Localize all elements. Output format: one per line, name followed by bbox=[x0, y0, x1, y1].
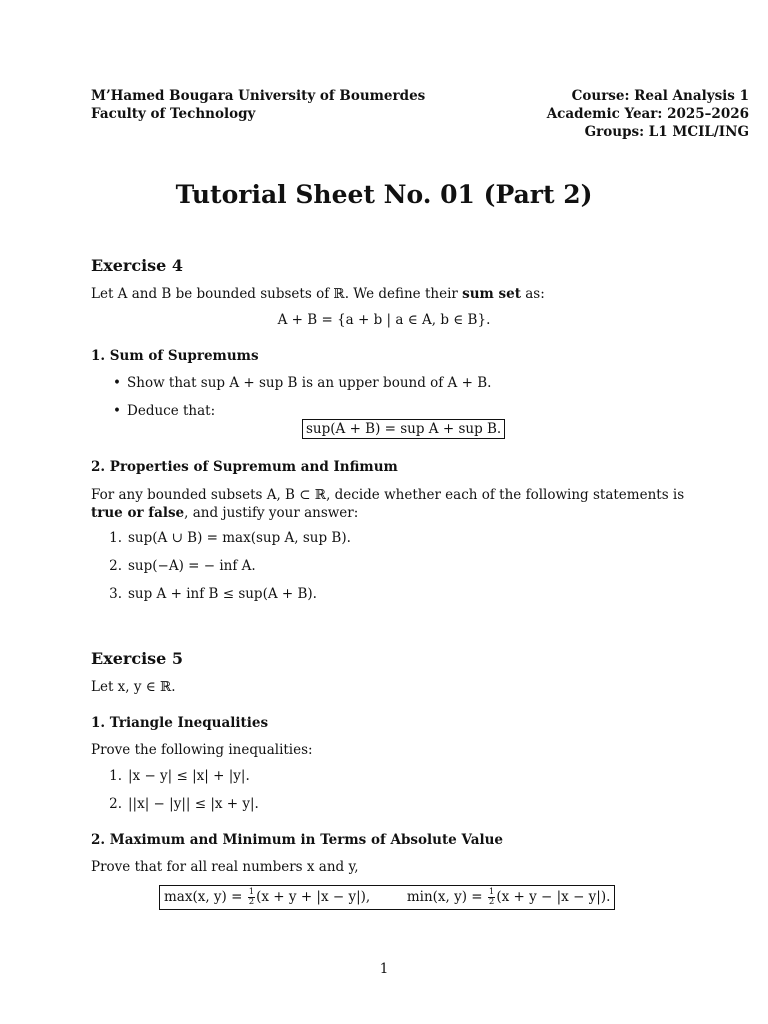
page-title: Tutorial Sheet No. 01 (Part 2) bbox=[175, 180, 593, 209]
sum-of-supremums-heading: 1. Sum of Supremums bbox=[91, 348, 259, 364]
one-half-fraction: $\frac{1}{2}$ bbox=[488, 887, 495, 907]
sum-set-definition: A + B = {a + b | a ∈ A, b ∈ B}. bbox=[277, 312, 491, 328]
exercise-4-intro: Let A and B be bounded subsets of ℝ. We define their sum set as: bbox=[91, 286, 545, 302]
faculty-name: Faculty of Technology bbox=[91, 106, 256, 122]
max-min-heading: 2. Maximum and Minimum in Terms of Absolute Value bbox=[91, 832, 503, 848]
groups: Groups: L1 MCIL/ING bbox=[584, 124, 749, 140]
exercise-5-heading: Exercise 5 bbox=[91, 649, 184, 668]
properties-intro-line1: For any bounded subsets A, B ⊂ ℝ, decide whether each of the following statements is bbox=[91, 487, 685, 503]
triangle-inequalities-intro: Prove the following inequalities: bbox=[91, 742, 313, 758]
boxed-sup-result: sup(A + B) = sup A + sup B. bbox=[302, 419, 505, 439]
one-half-fraction: $\frac{1}{2}$ bbox=[248, 887, 255, 907]
properties-intro-line2: true or false, and justify your answer: bbox=[91, 505, 359, 521]
exercise-5-intro: Let x, y ∈ ℝ. bbox=[91, 679, 176, 695]
statement-item: 3. sup A + inf B ≤ sup(A + B). bbox=[109, 586, 317, 602]
university-name: M’Hamed Bougara University of Boumerdes bbox=[91, 88, 426, 104]
bullet-deduce: • Deduce that: bbox=[113, 403, 216, 419]
boxed-max-min-formulas: max(x, y) = $\frac{1}{2}$ (x + y + |x − y|), min(x, y) = $\frac{1}{2}$ (x + y − |x − y|). bbox=[159, 885, 615, 910]
properties-heading: 2. Properties of Supremum and Infimum bbox=[91, 459, 398, 475]
course-name: Course: Real Analysis 1 bbox=[571, 88, 749, 104]
max-min-intro: Prove that for all real numbers x and y, bbox=[91, 859, 359, 875]
academic-year: Academic Year: 2025–2026 bbox=[546, 106, 749, 122]
inequality-item: 2. ||x| − |y|| ≤ |x + y|. bbox=[109, 796, 259, 812]
exercise-4-heading: Exercise 4 bbox=[91, 256, 184, 275]
triangle-inequalities-heading: 1. Triangle Inequalities bbox=[91, 715, 269, 731]
bullet-upper-bound: • Show that sup A + sup B is an upper bound of A + B. bbox=[113, 375, 492, 391]
inequality-item: 1. |x − y| ≤ |x| + |y|. bbox=[109, 768, 250, 784]
page-number: 1 bbox=[379, 961, 389, 977]
statement-item: 2. sup(−A) = − inf A. bbox=[109, 558, 256, 574]
statement-item: 1. sup(A ∪ B) = max(sup A, sup B). bbox=[109, 530, 351, 546]
